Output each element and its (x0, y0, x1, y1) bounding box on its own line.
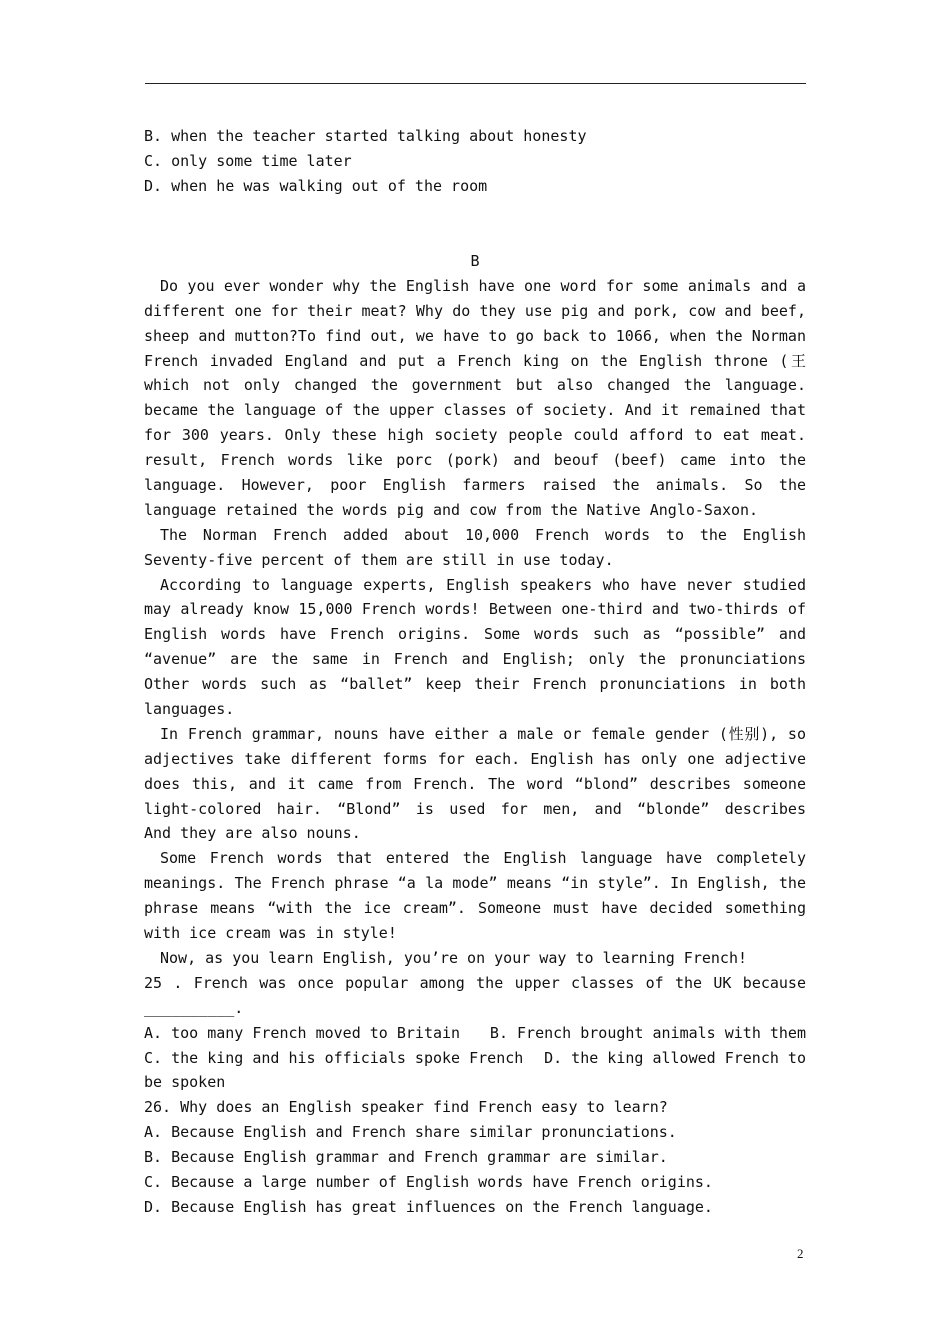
passage-line: French invaded England and put a French king on the English throne (王 (144, 351, 806, 370)
passage-line: English words have French origins. Some words such as “possible” and (144, 625, 806, 644)
previous-question-options (144, 124, 806, 199)
option-d: D. the king allowed French to (544, 1048, 806, 1067)
paragraph-1 (144, 274, 806, 523)
passage-line: adjectives take different forms for each. English has only one adjective (144, 749, 806, 768)
option-d: D. Because English has great influences on the French language. (144, 1197, 713, 1216)
question-26 (144, 1095, 806, 1219)
passage-line: phrase means “with the ice cream”. Someone must have decided something (144, 899, 806, 918)
paragraph-6: Now, as you learn English, you’re on your way to learning French! (160, 948, 747, 967)
option-d: D. when he was walking out of the room (144, 176, 488, 195)
option-c: C. Because a large number of English words have French origins. (144, 1172, 713, 1191)
option-a: A. too many French moved to Britain (144, 1023, 461, 1042)
passage-line: may already know 15,000 French words! Between one-third and two-thirds of (144, 600, 806, 619)
paragraph-2 (144, 523, 806, 573)
passage-b (144, 249, 806, 1220)
paragraph-4 (144, 722, 806, 846)
question-stem: 25 . French was once popular among the upper classes of the UK because (144, 973, 806, 992)
passage-line: light-colored hair. “Blond” is used for men, and “blonde” describes (144, 799, 806, 818)
passage-line: language retained the words pig and cow from the Native Anglo-Saxon. (144, 500, 759, 519)
passage-line: does this, and it came from French. The word “blond” describes someone (144, 774, 806, 793)
option-c: C. the king and his officials spoke French (144, 1048, 524, 1067)
passage-line: Other words such as “ballet” keep their French pronunciations in both (144, 675, 806, 694)
header-rule (145, 83, 806, 84)
passage-line: for 300 years. Only these high society people could afford to eat meat. (144, 426, 806, 445)
option-d-continued: be spoken (144, 1073, 226, 1092)
passage-line: Some French words that entered the English language have completely (160, 849, 806, 868)
option-b: B. French brought animals with them (489, 1023, 806, 1042)
option-a: A. Because English and French share similar pronunciations. (144, 1123, 677, 1142)
option-b: B. Because English grammar and French grammar are similar. (144, 1148, 668, 1167)
option-b: B. when the teacher started talking about honesty (144, 127, 587, 145)
passage-line: In French grammar, nouns have either a male or female gender (性别), so (160, 724, 806, 743)
passage-line: result, French words like porc (pork) and beouf (beef) came into the (144, 451, 806, 470)
passage-line: The Norman French added about 10,000 French words to the English (160, 525, 806, 544)
paragraph-5 (144, 846, 806, 946)
passage-line: language. However, poor English farmers raised the animals. So the (144, 476, 806, 495)
passage-line: Seventy-five percent of them are still in use today. (144, 550, 614, 569)
passage-line: with ice cream was in style! (144, 924, 397, 943)
passage-line: Do you ever wonder why the English have one word for some animals and a (160, 276, 806, 295)
option-c: C. only some time later (144, 151, 352, 170)
question-25 (144, 971, 806, 1095)
section-label: B (470, 252, 480, 270)
passage-line: sheep and mutton?To find out, we have to go back to 1066, when the Norman (144, 326, 806, 345)
passage-line: became the language of the upper classes of society. And it remained that (144, 401, 806, 420)
passage-line: “avenue” are the same in French and English; only the pronunciations (144, 650, 806, 669)
passage-line: different one for their meat? Why do they use pig and pork, cow and beef, (144, 301, 806, 320)
passage-line: meanings. The French phrase “a la mode” means “in style”. In English, the (144, 874, 806, 893)
question-stem: 26. Why does an English speaker find French easy to learn? (144, 1098, 668, 1117)
option-row (144, 1046, 806, 1071)
option-row (144, 1021, 806, 1046)
passage-line: According to language experts, English speakers who have never studied (160, 575, 806, 594)
paragraph-3 (144, 573, 806, 722)
passage-line: And they are also nouns. (144, 824, 361, 843)
passage-line: which not only changed the government but also changed the language. (144, 376, 806, 395)
page-number: 2 (797, 1246, 804, 1261)
passage-line: languages. (144, 700, 235, 719)
answer-blank: __________. (144, 998, 244, 1017)
